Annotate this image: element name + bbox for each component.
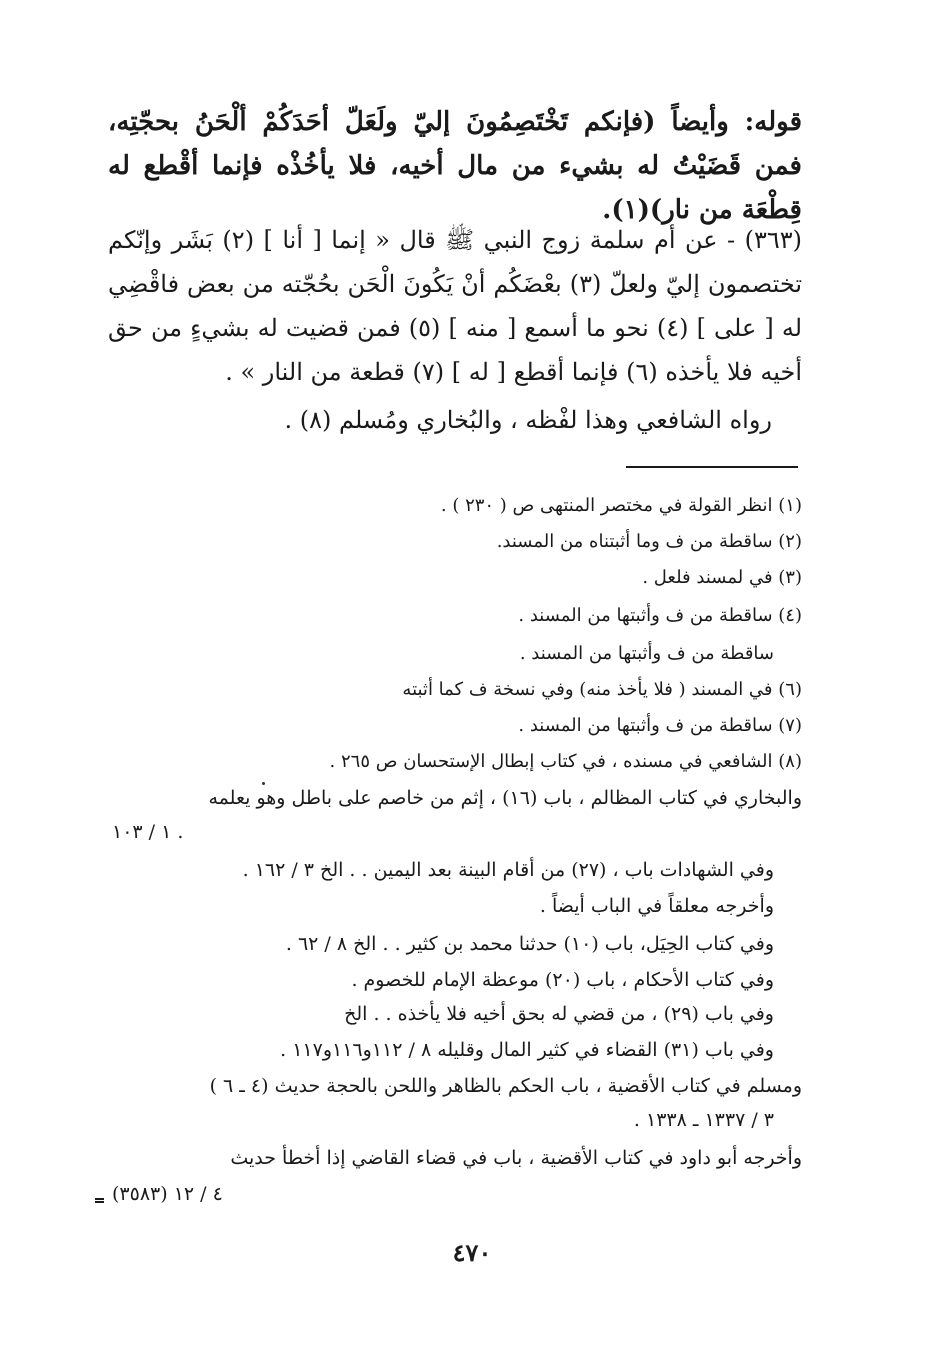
margin-mark bbox=[95, 1198, 104, 1203]
footnote-8-detail: وأخرجه أبو داود في كتاب الأقضية ، باب في قضاء القاضي إذا أخطأ حديث bbox=[230, 1147, 802, 1169]
footnote-7: (٧) ساقطة من ف وأثبتها من المسند . bbox=[518, 715, 802, 736]
footnote-8-detail: ١ / ١٠٣ . bbox=[112, 821, 184, 843]
quote-paragraph: قوله: وأيضاً (فإنكم تَخْتَصِمُونَ إليّ ولَعَلّ أحَدَكُمْ ألْحَنُ بحجّتِه، فمن قَضَيْتُ له بشيء من مال أخيه، فلا يأخُذْه فإنما أقْطع له قِطْعَة من نار)(١). bbox=[108, 107, 802, 225]
footnote-8-detail: (٣٥٨٣) ٤ / ١٢ bbox=[112, 1183, 223, 1205]
footnote-5: ساقطة من ف وأثبتها من المسند . bbox=[519, 643, 774, 664]
footnote-8: (٨) الشافعي في مسنده ، في كتاب إبطال الإستحسان ص ٢٦٥ . bbox=[329, 751, 802, 772]
footnote-3: (٣) في لمسند فلعل . bbox=[642, 567, 802, 588]
footnote-8-detail: وفي باب (٣١) القضاء في كثير المال وقليله ٨ / ١١٢و١١٦و١١٧ . bbox=[280, 1039, 774, 1061]
page-number: ٤٧٠ bbox=[452, 1238, 492, 1267]
footnote-1: (١) انظر القولة في مختصر المنتهى ص ( ٢٣٠ ) . bbox=[440, 495, 802, 516]
footnote-8-detail: وفي كتاب الحِيَل، باب (١٠) حدثنا محمد بن كثير . . الخ ٨ / ٦٢ . bbox=[285, 933, 774, 955]
footnote-8-detail: وأخرجه معلقاً في الباب أيضاً . bbox=[539, 895, 774, 917]
footnote-8-detail: ومسلم في كتاب الأقضية ، باب الحكم بالظاهر واللحن بالحجة حديث (٤ ـ ٦ ) bbox=[209, 1075, 802, 1097]
footnote-6: (٦) في المسند ( فلا يأخذ منه) وفي نسخة ف كما أثبته bbox=[402, 679, 802, 700]
narration-line: رواه الشافعي وهذا لفْظه ، والبُخاري ومُسلم (٨) . bbox=[284, 406, 772, 434]
footnote-separator bbox=[626, 466, 798, 468]
footnote-8-detail: وفي الشهادات باب ، (٢٧) من أقام البينة بعد اليمين . . الخ ٣ / ١٦٢ . bbox=[242, 859, 774, 881]
footnote-8-detail: وفي كتاب الأحكام ، باب (٢٠) موعظة الإمام للخصوم . bbox=[351, 969, 774, 991]
footnote-8-detail: ٣ / ١٣٣٧ ـ ١٣٣٨ . bbox=[633, 1109, 774, 1131]
footnote-4: (٤) ساقطة من ف وأثبتها من المسند . bbox=[518, 605, 802, 626]
footnote-8-detail: وفي باب (٢٩) ، من قضي له بحق أخيه فلا يأخذه . . الخ bbox=[344, 1003, 774, 1025]
hadith-paragraph: (٣٦٣) - عن أم سلمة زوج النبي ﷺ قال « إنما [ أنا ] (٢) بَشَر وإنّكم تختصمون إليّ ولعلّ (٣) بعْضَكُم أنْ يَكُونَ الْحَن بحُجّته من بعض فاقْضِي له [ على ] (٤) نحو ما أسمع [ منه ] (٥) فمن قضيت له بشيءٍ من حق أخيه فلا يأخذه (٦) فإنما أقطع [ له ] (٧) قطعة من النار » . bbox=[108, 226, 803, 386]
footnote-2: (٢) ساقطة من ف وما أثبتناه من المسند. bbox=[496, 531, 802, 552]
footnote-8-detail: والبخاري في كتاب المظالم ، باب (١٦) ، إثم من خاصم على باطل وهو يعلمه bbox=[208, 787, 802, 809]
